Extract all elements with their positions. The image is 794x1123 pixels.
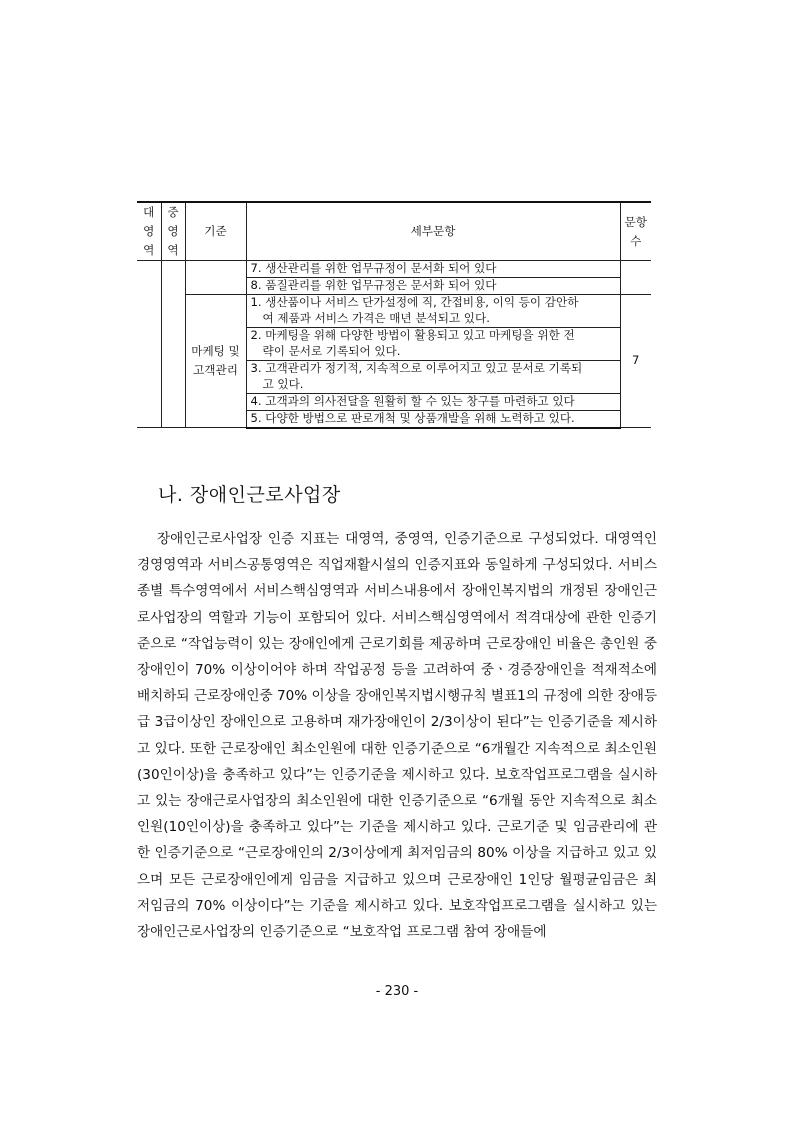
header-major-area: 대 영 역 [137, 202, 161, 261]
page-number: - 230 - [375, 984, 419, 999]
detail-item: 8. 품질관리를 위한 업무규정은 문서화 되어 있다 [246, 277, 620, 294]
middle-area-cell [161, 261, 185, 428]
header-criterion: 기준 [185, 202, 246, 261]
detail-item: 4. 고객과의 의사전달을 원활히 할 수 있는 창구를 마련하고 있다 [246, 393, 620, 410]
header-item-count: 문항 수 [620, 202, 651, 261]
detail-item: 2. 마케팅을 위해 다양한 방법이 활용되고 있고 마케팅을 위한 전 략이 문서로 기록되어 있다. [246, 327, 620, 360]
detail-item: 5. 다양한 방법으로 판로개척 및 상품개발을 위해 노력하고 있다. [246, 410, 620, 427]
header-middle-area: 중 영 역 [161, 202, 185, 261]
detail-item: 3. 고객관리가 정기적, 지속적으로 이루어지고 있고 문서로 기록되 고 있다. [246, 360, 620, 393]
table-header-row [137, 202, 651, 261]
header-detail-items: 세부문항 [246, 202, 620, 261]
detail-item: 1. 생산품이나 서비스 단가설정에 직, 간접비용, 이익 등이 감안하 여 제품과 서비스 가격은 매년 분석되고 있다. [246, 294, 620, 327]
table-row [137, 261, 651, 278]
major-area-cell [137, 261, 161, 428]
criterion-marketing: 마케팅 및 고객관리 [185, 294, 246, 427]
section-title: 나. 장애인근로사업장 [158, 484, 341, 506]
detail-item: 7. 생산관리를 위한 업무규정이 문서화 되어 있다 [246, 261, 620, 278]
count-cell-empty [620, 261, 651, 295]
count-marketing: 7 [620, 294, 651, 427]
body-paragraph: 장애인근로사업장 인증 지표는 대영역, 중영역, 인증기준으로 구성되었다. 대영역인 경영영역과 서비스공통영역은 직업재활시설의 인증지표와 동일하게 구성되었다. 서비스 종별 특수영역에서 서비스핵심영역과 서비스내용에서 장애인복지법의 개정된 장애인근로사업장의 역할과 기능이 포함되어 있다. 서비스핵심영역에서 적격대상에 관한 인증기준으로 “작업능력이 있는 장애인에게 근로기회를 제공하며 근로장애인 비율은 총인원 중 장애인이 70% 이상이어야 하며 작업공정 등을 고려하여 중ㆍ경증장애인을 적재적소에 배치하되 근로장애인중 70% 이상을 장애인복지법시행규칙 별표1의 규정에 의한 장애등급 3급이상인 장애인으로 고용하며 재가장애인이 2/3이상이 된다”는 인증기준을 제시하고 있다. 또한 근로장애인 최소인원에 대한 인증기준으로 “6개월간 지속적으로 최소인원(30인이상)을 충족하고 있다”는 인증기준을 제시하고 있다. 보호작업프로그램을 실시하고 있는 장애근로사업장의 최소인원에 대한 인증기준으로 “6개월 동안 지속적으로 최소인원(10인이상)을 충족하고 있다”는 기준을 제시하고 있다. 근로기준 및 임금관리에 관한 인증기준으로 “근로장애인의 2/3이상에게 최저임금의 80% 이상을 지급하고 있고 있으며 모든 근로장애인에게 임금을 지급하고 있으며 근로장애인 1인당 월평균임금은 최저임금의 70% 이상이다”는 기준을 제시하고 있다. 보호작업프로그램을 실시하고 있는 장애인근로사업장의 인증기준으로 “보호작업 프로그램 참여 장애들에 [137, 531, 657, 941]
criteria-table [137, 201, 651, 429]
table-row [137, 294, 651, 327]
criterion-cell-empty [185, 261, 246, 295]
